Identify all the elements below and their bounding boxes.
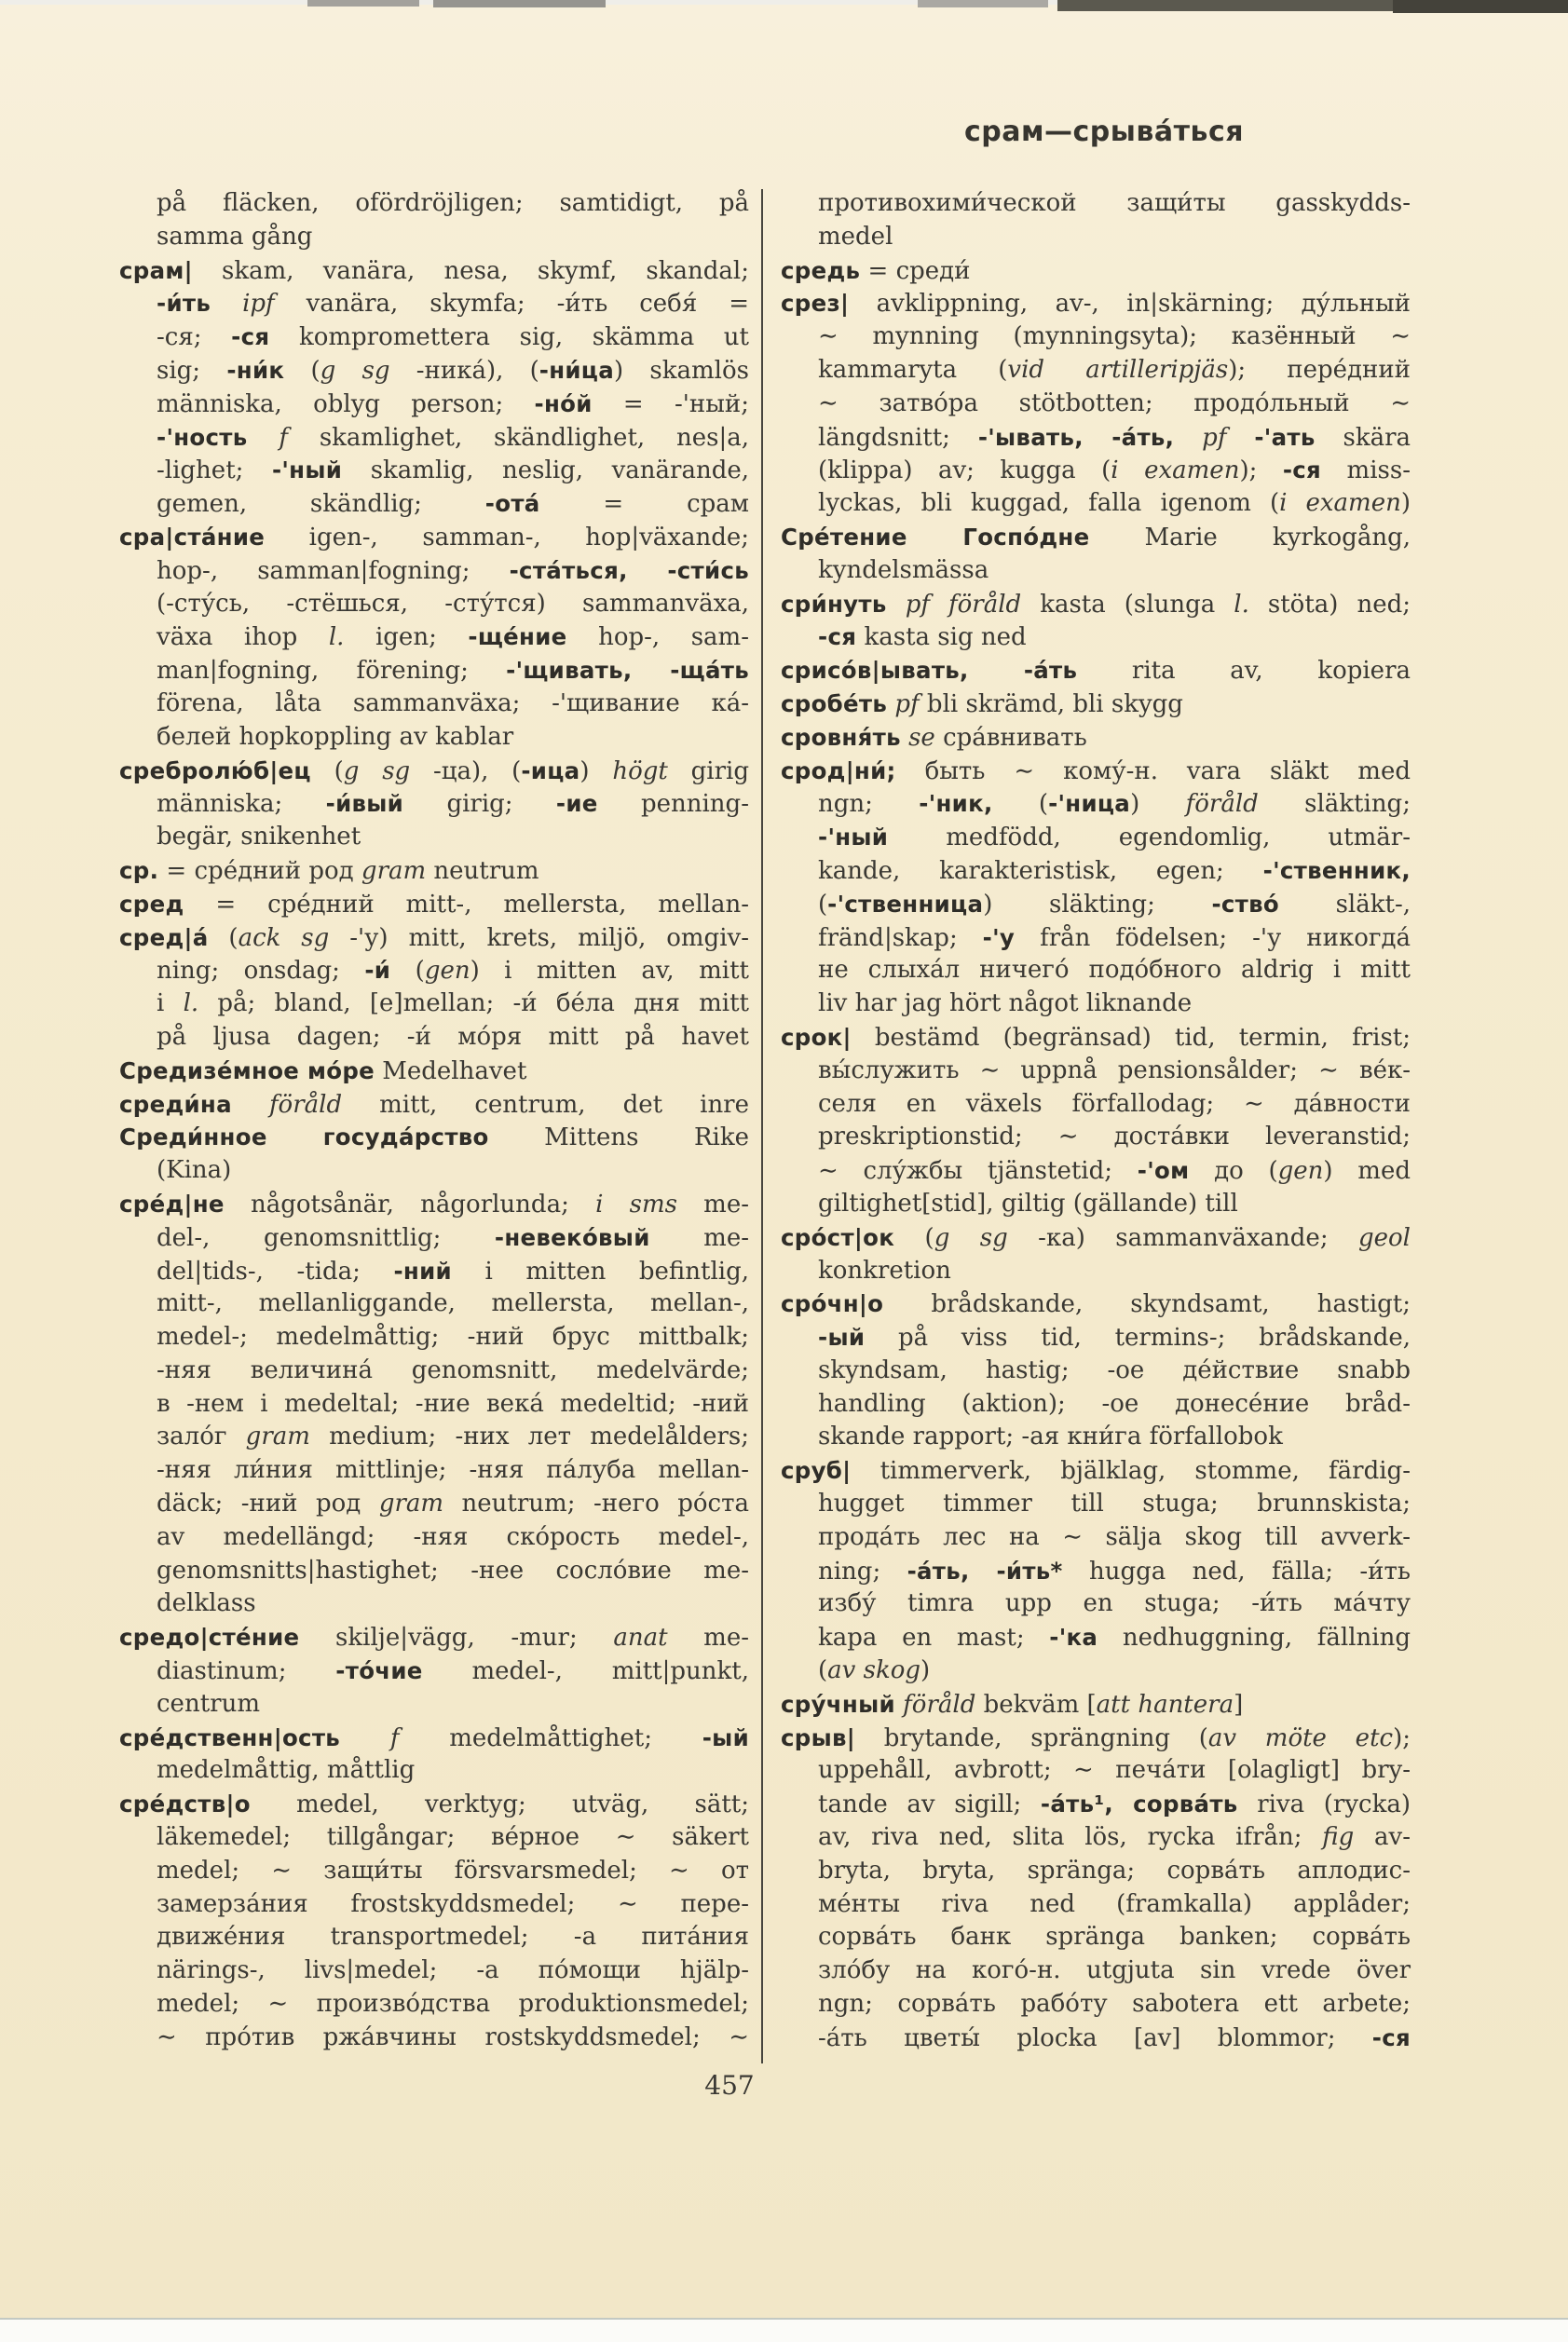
dictionary-line: белей hopkoppling av kablar <box>157 722 514 751</box>
dictionary-line: движе́ния transportmedel; -а пита́ния <box>157 1923 749 1952</box>
dictionary-line: ∼ про́тив ржа́вчины rostskyddsmedel; ∼ <box>157 2022 749 2051</box>
dictionary-line: срез| avklippning, av-, in|skärning; ду́льный <box>781 290 1411 319</box>
dictionary-line: begär, snikenhet <box>157 823 361 851</box>
dictionary-line: средо|сте́ние skilje|vägg, -mur; anat me- <box>119 1624 749 1653</box>
dictionary-line: kammaryta (vid artilleripjäs); пере́дний <box>818 355 1411 384</box>
dictionary-line: människa, oblyg person; -но́й = -'ный; <box>157 389 750 418</box>
dictionary-line: mitt-, mellanliggande, mellersta, mellan-, <box>157 1289 749 1318</box>
left-column <box>119 187 749 2055</box>
dictionary-line: ngn; -'ник, (-'ница) föråld släkting; <box>818 790 1411 819</box>
page-number: 457 <box>704 2070 755 2101</box>
dictionary-line: прода́ть лес на ∼ sälja skog till avverk- <box>818 1522 1411 1551</box>
dictionary-line: -'ность f skamlighet, skändlighet, nes|a, <box>157 423 750 452</box>
dictionary-line: del|tids-, -tida; -ний i mitten befintlig, <box>157 1257 749 1286</box>
dictionary-line: liv har jag hört något liknande <box>818 989 1193 1018</box>
dictionary-line: -ся kasta sig ned <box>818 623 1027 652</box>
dictionary-line: växa ihop l. igen; -ще́ние hop-, sam- <box>157 623 749 652</box>
dictionary-line: i l. på; bland, [e]mellan; -и́ бе́ла дня mitt <box>157 989 749 1018</box>
dictionary-line: сред|а́ (ack sg -'у) mitt, krets, miljö, omgiv- <box>119 923 749 952</box>
dictionary-line: сро́чн|о brådskande, skyndsamt, hastigt; <box>781 1290 1411 1319</box>
scan-edge-top <box>0 0 1568 15</box>
dictionary-line: сре́дственн|ость f medelmåttighet; -ый <box>119 1723 749 1752</box>
dictionary-line: man|fogning, förening; -'щивать, -ща́ть <box>157 657 750 686</box>
dictionary-line: sig; -ни́к (g sg -ника́), (-ни́ца) skamlös <box>157 356 749 385</box>
dictionary-line: däck; -ний род gram neutrum; -него ро́ста <box>157 1490 749 1518</box>
dictionary-line: uppehåll, avbrott; ∼ печа́ти [olagligt] bry- <box>818 1756 1411 1785</box>
dictionary-line: längdsnitt; -'ывать, -а́ть, pf -'ать skära <box>818 423 1411 452</box>
dictionary-line: på ljusa dagen; -и́ мо́ря mitt på havet <box>157 1022 749 1051</box>
dictionary-line: ning; -а́ть, -и́ть* hugga ned, fälla; -и́ть <box>818 1557 1411 1586</box>
dictionary-line: сра|ста́ние igen-, samman-, hop|växande; <box>119 523 749 551</box>
dictionary-line: ме́нты riva ned (framkalla) applåder; <box>818 1889 1411 1918</box>
dictionary-line: bryta, bryta, spränga; сорва́ть аплодис- <box>818 1856 1411 1885</box>
dictionary-line: preskriptionstid; ∼ доста́вки leveranstid; <box>818 1123 1411 1151</box>
dictionary-line: срисо́в|ывать, -а́ть rita av, kopiera <box>781 657 1411 686</box>
dictionary-line: handling (aktion); -ое донесе́ние bråd- <box>818 1389 1411 1418</box>
dictionary-line: medel; ∼ произво́дства produktionsmedel; <box>157 1990 749 2019</box>
dictionary-line: samma gång <box>157 222 313 251</box>
dictionary-line: срок| bestämd (begränsad) tid, termin, frist; <box>781 1023 1411 1052</box>
dictionary-line: människa; -и́вый girig; -ие penning- <box>157 790 749 819</box>
dictionary-line: medel; ∼ защи́ты försvarsmedel; ∼ от <box>157 1856 749 1885</box>
dictionary-line: hop-, samman|fogning; -ста́ться, -сти́сь <box>157 556 749 585</box>
dictionary-line: -а́ть цветы́ plocka [av] blommor; -ся <box>818 2023 1411 2052</box>
scan-edge-mark <box>307 0 419 7</box>
dictionary-line: не слыха́л ничего́ подо́бного aldrig i mitt <box>818 956 1411 985</box>
dictionary-line: Средизе́мное мо́ре Medelhavet <box>119 1056 527 1085</box>
dictionary-line: сре́дств|о medel, verktyg; utväg, sätt; <box>119 1791 749 1819</box>
dictionary-line: сровня́ть se сра́внивать <box>781 723 1087 752</box>
dictionary-line: сре́д|не någotsånär, någorlunda; i sms me- <box>119 1190 750 1219</box>
column-divider <box>761 189 763 2063</box>
dictionary-line: в -нем i medeltal; -ние века́ medeltid; -ний <box>157 1389 749 1418</box>
dictionary-line: kapa en mast; -'ка nedhuggning, fällning <box>818 1624 1411 1653</box>
dictionary-line: ∼ слу́жбы tjänstetid; -'ом до (gen) med <box>818 1157 1411 1186</box>
dictionary-line: средь = среди́ <box>781 256 971 285</box>
dictionary-line: -ый på viss tid, termins-; brådskande, <box>818 1324 1411 1353</box>
dictionary-line: ngn; сорва́ть рабо́ту sabotera ett arbete; <box>818 1990 1411 2019</box>
dictionary-line: -lighet; -'ный skamlig, neslig, vanärande, <box>157 456 749 485</box>
dictionary-line: fränd|skap; -'у från födelsen; -'у никогда́ <box>818 923 1411 952</box>
dictionary-line: срыв| brytande, sprängning (av möte etc); <box>781 1723 1411 1752</box>
dictionary-line: селя en växels förfallodag; ∼ да́вности <box>818 1089 1411 1118</box>
dictionary-line: närings-, livs|medel; -а по́мощи hjälp- <box>157 1956 749 1985</box>
dictionary-line: ср. = сре́дний род gram neutrum <box>119 856 539 885</box>
dictionary-line: противохими́ческой защи́ты gasskydds- <box>818 189 1411 217</box>
dictionary-line: Сре́тение Госпо́дне Marie kyrkogång, <box>781 523 1411 551</box>
dictionary-line: зло́бу на кого́-н. utgjuta sin vrede över <box>818 1956 1411 1985</box>
dictionary-line: hugget timmer till stuga; brunnskista; <box>818 1490 1411 1518</box>
dictionary-line: избу́ timra upp en stuga; -и́ть ма́чту <box>818 1589 1411 1618</box>
dictionary-line: (-сту́сь, -стёшься, -сту́тся) sammanväxa, <box>157 589 749 618</box>
dictionary-line: (klippa) av; kugga (i examen); -ся miss- <box>818 456 1411 485</box>
dictionary-line: Среди́нное госуда́рство Mittens Rike <box>119 1123 749 1152</box>
dictionary-line: skande rapport; -ая кни́га förfallobok <box>818 1423 1283 1451</box>
dictionary-line: centrum <box>157 1689 260 1718</box>
dictionary-line: -и́ть ipf vanära, skymfa; -и́ть себя́ = <box>157 290 749 319</box>
running-head: срам—срыва́ться <box>963 116 1245 148</box>
dictionary-line: ning; onsdag; -и́ (gen) i mitten av, mitt <box>157 957 749 986</box>
dictionary-line: diastinum; -то́чие medel-, mitt|punkt, <box>157 1657 749 1686</box>
dictionary-line: сорва́ть банк spränga banken; сорва́ть <box>818 1923 1411 1952</box>
dictionary-line: del-, genomsnittlig; -невеко́вый me- <box>157 1223 750 1252</box>
scan-edge-mark <box>1057 0 1393 11</box>
dictionary-line: сред = сре́дний mitt-, mellersta, mellan- <box>119 890 749 919</box>
dictionary-line: вы́служить ∼ uppnå pensionsålder; ∼ ве́к- <box>818 1055 1411 1084</box>
right-column <box>781 187 1411 2055</box>
dictionary-line: зало́г gram medium; -них лет medelålders; <box>157 1423 749 1451</box>
dictionary-line: medel <box>818 222 893 251</box>
dictionary-line: av, riva ned, slita lös, rycka ifrån; fig av- <box>818 1823 1411 1852</box>
dictionary-line: замерза́ния frostskyddsmedel; ∼ пере- <box>157 1889 749 1918</box>
dictionary-line: среди́на föråld mitt, centrum, det inre <box>119 1090 750 1119</box>
dictionary-line: kande, karakteristisk, egen; -'ственник, <box>818 856 1411 885</box>
dictionary-line: av medellängd; -няя ско́рость medel-, <box>157 1522 749 1551</box>
dictionary-line: läkemedel; tillgångar; ве́рное ∼ säkert <box>157 1823 749 1852</box>
dictionary-line: срод|ни́; быть ∼ кому́-н. vara släkt med <box>781 756 1411 785</box>
dictionary-line: -няя ли́ния mittlinje; -няя па́луба mellan- <box>157 1456 749 1485</box>
dictionary-line: lyckas, bli kuggad, falla igenom (i examen) <box>818 489 1411 518</box>
dictionary-line: сребролю́б|ец (g sg -ца), (-ица) högt girig <box>119 756 749 785</box>
scan-edge-bottom <box>0 2318 1568 2342</box>
dictionary-line: ∼ затво́ра stötbotten; продо́льный ∼ <box>818 388 1411 417</box>
dictionary-line: förena, låta sammanväxa; -'щивание ка́- <box>157 688 749 717</box>
dictionary-line: delklass <box>157 1589 256 1618</box>
dictionary-line: (Kina) <box>157 1156 232 1185</box>
dictionary-line: på fläcken, ofördröjligen; samtidigt, på <box>157 189 749 217</box>
scan-edge-mark <box>1393 0 1568 13</box>
dictionary-line: -ся; -ся kompromettera sig, skämma ut <box>157 323 749 352</box>
dictionary-line: сри́нуть pf föråld kasta (slunga l. stöta) ned; <box>781 590 1411 619</box>
dictionary-line: skyndsam, hastig; -ое де́йствие snabb <box>818 1355 1411 1384</box>
dictionary-line: kyndelsmässa <box>818 555 989 584</box>
dictionary-line: medelmåttig, måttlig <box>157 1756 416 1785</box>
dictionary-line: сру́чный föråld bekväm [att hantera] <box>781 1690 1244 1719</box>
dictionary-line: -няя величина́ genomsnitt, medelvärde; <box>157 1355 749 1384</box>
dictionary-line: срам| skam, vanära, nesa, skymf, skandal; <box>119 256 749 285</box>
dictionary-line: (-'ственница) släkting; -ство́ släkt-, <box>818 890 1411 919</box>
dictionary-line: (av skog) <box>818 1656 931 1685</box>
dictionary-line: сробе́ть pf bli skrämd, bli skygg <box>781 689 1183 718</box>
dictionary-line: medel-; medelmåttig; -ний брус mittbalk; <box>157 1323 749 1352</box>
dictionary-line: сро́ст|ок (g sg -ка) sammanväxande; geol <box>781 1223 1411 1252</box>
dictionary-line: tande av sigill; -а́ть¹, сорва́ть riva (rycka) <box>818 1791 1411 1819</box>
dictionary-line: konkretion <box>818 1256 951 1285</box>
dictionary-line: gemen, skändlig; -ота́ = срам <box>157 490 749 519</box>
dictionary-line: -'ный medfödd, egendomlig, utmär- <box>818 824 1411 852</box>
dictionary-line: сруб| timmerverk, bjälklag, stomme, färdig- <box>781 1457 1411 1486</box>
scan-edge-mark <box>433 0 606 7</box>
dictionary-line: genomsnitts|hastighet; -нее сосло́вие me- <box>157 1556 749 1585</box>
dictionary-line: giltighet[stid], giltig (gällande) till <box>818 1189 1238 1218</box>
scan-edge-mark <box>918 0 1048 7</box>
dictionary-line: ∼ mynning (mynningsyta); казённый ∼ <box>818 322 1411 351</box>
